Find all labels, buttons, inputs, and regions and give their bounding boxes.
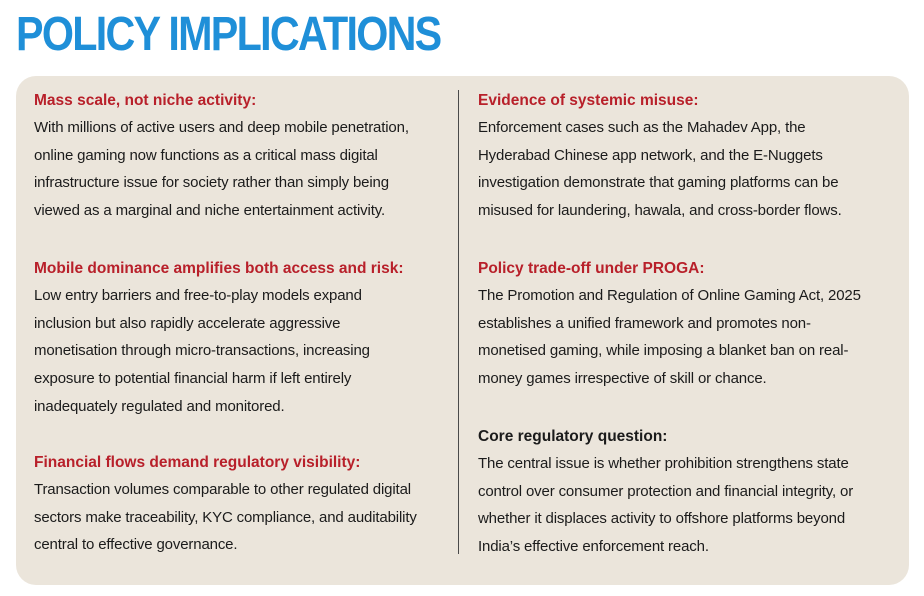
body-line: monetised gaming, while imposing a blanket ban on real- (478, 342, 849, 360)
body-line: The Promotion and Regulation of Online Gaming Act, 2025 (478, 287, 861, 304)
section-heading: Policy trade-off under PROGA: (478, 260, 705, 277)
section-body (478, 450, 888, 561)
body-line: viewed as a marginal and niche entertainment activity. (34, 202, 385, 220)
section-body (34, 476, 444, 559)
body-line: Hyderabad Chinese app network, and the E-Nuggets (478, 146, 823, 164)
body-line: whether it displaces activity to offshore platforms beyond (478, 510, 846, 528)
section-body (34, 282, 444, 421)
section-body (478, 114, 888, 225)
section-financial-flows (34, 452, 444, 559)
body-line: India’s effective enforcement reach. (478, 538, 709, 556)
body-line: With millions of active users and deep mobile penetration, (34, 119, 409, 136)
body-line: inadequately regulated and monitored. (34, 397, 285, 415)
section-heading: Core regulatory question: (478, 428, 668, 445)
section-policy-tradeoff (478, 258, 888, 393)
section-mass-scale (34, 90, 444, 225)
body-line: online gaming now functions as a critical mass digital (34, 146, 378, 164)
body-line: Enforcement cases such as the Mahadev App, the (478, 119, 806, 136)
body-line: central to effective governance. (34, 536, 238, 554)
body-line: Low entry barriers and free-to-play models expand (34, 287, 362, 304)
body-line: Transaction volumes comparable to other regulated digital (34, 481, 411, 498)
body-line: exposure to potential financial harm if left entirely (34, 370, 352, 388)
body-line: monetisation through micro-transactions, increasing (34, 342, 370, 360)
body-line: money games irrespective of skill or chance. (478, 370, 767, 388)
section-body (34, 114, 444, 225)
section-mobile-dominance (34, 258, 444, 421)
section-body (478, 282, 888, 393)
section-systemic-misuse (478, 90, 888, 225)
body-line: investigation demonstrate that gaming platforms can be (478, 174, 839, 192)
body-line: establishes a unified framework and promotes non- (478, 314, 811, 332)
body-line: inclusion but also rapidly accelerate aggressive (34, 314, 341, 332)
section-heading: Financial flows demand regulatory visibility: (34, 454, 361, 471)
section-heading: Mobile dominance amplifies both access and risk: (34, 260, 404, 277)
page-title: POLICY IMPLICATIONS (16, 8, 441, 61)
section-heading: Mass scale, not niche activity: (34, 92, 257, 109)
body-line: sectors make traceability, KYC compliance, and auditability (34, 508, 417, 526)
section-heading: Evidence of systemic misuse: (478, 92, 699, 109)
section-core-question (478, 426, 888, 561)
body-line: misused for laundering, hawala, and cross-border flows. (478, 202, 842, 220)
body-line: infrastructure issue for society rather than simply being (34, 174, 389, 192)
body-line: The central issue is whether prohibition strengthens state (478, 455, 849, 472)
column-divider (458, 90, 459, 554)
body-line: control over consumer protection and financial integrity, or (478, 482, 854, 500)
